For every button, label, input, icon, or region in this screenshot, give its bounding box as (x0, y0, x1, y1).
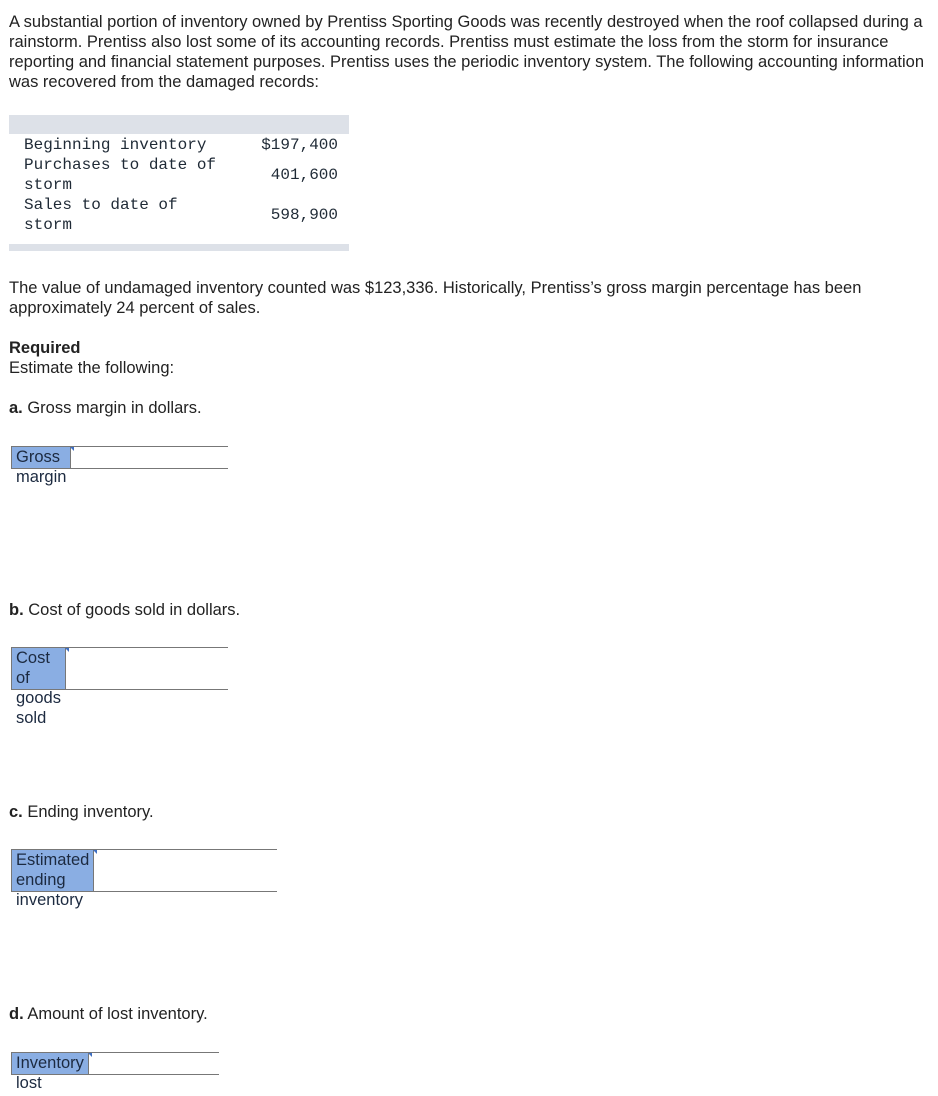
question-c-text: Ending inventory. (22, 803, 154, 821)
cost-of-goods-sold-answer-row (11, 647, 228, 727)
cost-of-goods-sold-input[interactable] (66, 648, 281, 689)
row-value-beginning-inventory: $197,400 (261, 136, 338, 154)
intro-paragraph: A substantial portion of inventory owned by Prentiss Sporting Goods was recently destroyed when the roof collapsed during a rainstorm. Prentiss also lost some of its accounting records. Prentiss must estimate the loss from the storm for insurance reporting and financial statement purposes. Prentiss uses the periodic inventory system. The following accounting information was recovered from the damaged records: (9, 13, 925, 91)
ending-inventory-label: Estimated ending inventory (12, 850, 94, 891)
question-d-text: Amount of lost inventory. (23, 1005, 208, 1023)
inventory-lost-label: Inventory lost (12, 1053, 89, 1074)
table-footer-band (9, 244, 349, 251)
ending-inventory-answer-row (11, 849, 277, 909)
gross-margin-answer-row (11, 446, 228, 486)
inventory-lost-answer-row (11, 1052, 219, 1092)
question-a-text: Gross margin in dollars. (22, 399, 202, 417)
question-b-text: Cost of goods sold in dollars. (23, 601, 241, 619)
row-label-purchases: Purchases to date of storm (24, 156, 217, 194)
question-c (9, 802, 154, 822)
cost-of-goods-sold-label: Cost of goods sold (12, 648, 66, 689)
question-a (9, 398, 202, 418)
question-d-letter: d. (9, 1005, 24, 1023)
question-d (9, 1004, 208, 1024)
table-row (9, 195, 349, 235)
table-header-band (9, 115, 349, 134)
row-label-beginning-inventory: Beginning inventory (24, 136, 207, 154)
row-value-sales: 598,900 (270, 206, 338, 224)
question-a-letter: a. (9, 399, 23, 417)
table-row (9, 155, 349, 195)
question-b-letter: b. (9, 601, 24, 619)
question-c-letter: c. (9, 803, 23, 821)
required-subheading: Estimate the following: (9, 359, 175, 377)
ending-inventory-input[interactable] (94, 850, 309, 891)
table-row (9, 135, 349, 155)
inventory-data-table (9, 135, 349, 235)
required-heading: Required (9, 339, 81, 357)
inventory-lost-input[interactable] (89, 1053, 304, 1074)
question-b (9, 600, 240, 620)
row-label-sales: Sales to date of storm (24, 196, 178, 234)
undamaged-value-paragraph: The value of undamaged inventory counted was $123,336. Historically, Prentiss’s gross margin percentage has been approximately 24 percent of sales. (9, 279, 862, 317)
gross-margin-input[interactable] (71, 447, 286, 468)
gross-margin-label: Gross margin (12, 447, 71, 468)
row-value-purchases: 401,600 (270, 166, 338, 184)
